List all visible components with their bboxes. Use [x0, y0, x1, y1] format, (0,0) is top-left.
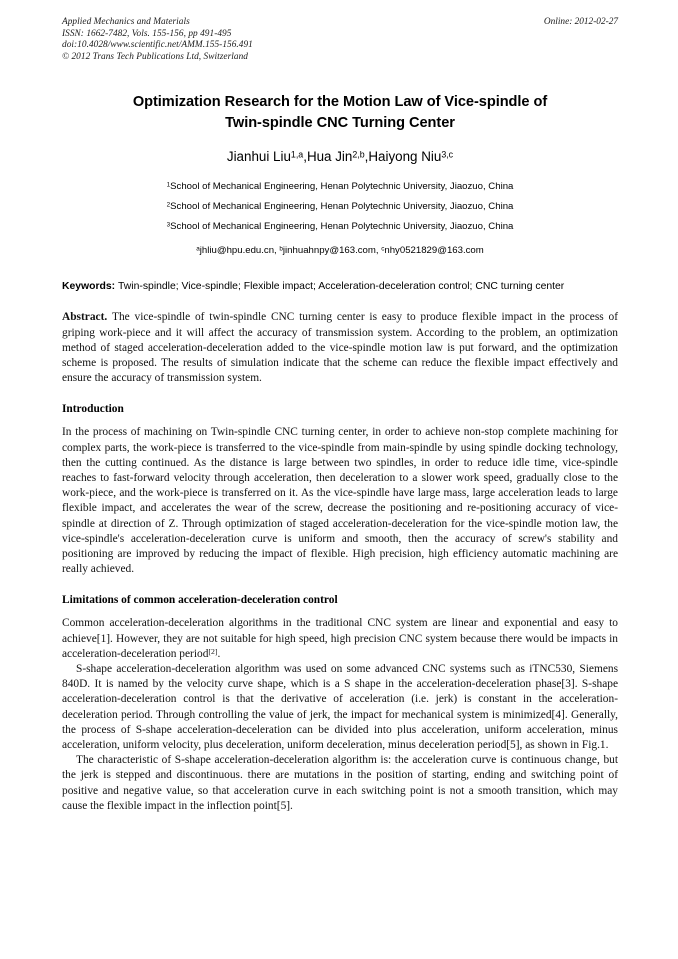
author-1-superscript: 1,a — [290, 149, 304, 160]
page-content-column — [62, 0, 618, 814]
author-separator-2: , — [364, 149, 369, 164]
email-c-marker: c — [381, 245, 385, 253]
abstract-text: The vice-spindle of twin-spindle CNC turning center is easy to produce flexible impact in the process of griping work-piece and it will affect the accuracy of transmission system. According to the problem, an optimization method of staged acceleration-deceleration added to the vice-spindle motion law is put forward, and the optimization scheme is proposed. The results of simulation indicate that the scheme can reduce the flexible impact effectively and ensure the accuracy of transmission system. — [62, 311, 618, 385]
abstract-block — [62, 310, 618, 386]
email-b-marker: b — [279, 245, 283, 253]
limitations-paragraph-1-tail: . — [217, 647, 221, 660]
affiliation-3 — [62, 217, 618, 237]
email-c[interactable]: nhy0521829@163.com — [384, 245, 484, 256]
affiliation-1-text: School of Mechanical Engineering, Henan Polytechnic University, Jiaozuo, China — [170, 181, 514, 192]
limitations-paragraph-1-main: Common acceleration-deceleration algorithms in the traditional CNC system are linear and exponential and easy to achieve[1]. However, they are not suitable for high speed, high precision CNC system because there would be impacts in acceleration-deceleration period — [62, 617, 618, 660]
author-2-superscript: 2,b — [352, 149, 365, 160]
author-1-name: Jianhui Liu — [226, 149, 291, 164]
author-3-name: Haiyong Niu — [368, 149, 442, 164]
affiliation-1-marker: 1 — [166, 181, 171, 189]
journal-copyright: © 2012 Trans Tech Publications Ltd, Switzerland — [62, 51, 248, 62]
abstract-label: Abstract. — [62, 311, 108, 324]
citation-ref-2: [2] — [208, 646, 218, 656]
affiliation-2 — [62, 197, 618, 217]
journal-header — [62, 0, 618, 73]
author-separator-1: , — [303, 149, 307, 164]
limitations-paragraph-1 — [62, 616, 618, 662]
keywords-label: Keywords: — [62, 281, 116, 292]
title-line-2: Twin-spindle CNC Turning Center — [225, 114, 455, 131]
affiliation-1 — [62, 177, 618, 197]
author-3-superscript: 3,c — [441, 149, 454, 160]
page-title — [62, 92, 618, 133]
journal-issn-volume: ISSN: 1662-7482, Vols. 155-156, pp 491-495 — [62, 28, 232, 39]
journal-doi: doi:10.4028/www.scientific.net/AMM.155-156.491 — [62, 40, 253, 51]
online-publication-date: Online: 2012-02-27 — [543, 17, 618, 27]
email-a[interactable]: jhliu@hpu.edu.cn, — [199, 245, 277, 256]
limitations-paragraph-2: S-shape acceleration-deceleration algorithm was used on some advanced CNC systems such as iTNC530, Siemens 840D. It is named by the velocity curve shape, which is a S shape in the acceleration-deceleration phase[3]. S-shape acceleration-deceleration control is that the derivative of acceleration (i.e. jerk) is constant in the acceleration-deceleration period. Through controlling the value of jerk, the impact for mechanical system is minimized[4]. Generally, the process of S-shape acceleration-deceleration can be divided into plus acceleration, uniform acceleration, minus acceleration, uniform velocity, plus deceleration, uniform deceleration, minus deceleration period[5], as shown in Fig.1. — [62, 663, 618, 752]
author-2-name: Hua Jin — [306, 149, 353, 164]
author-list — [62, 148, 618, 166]
introduction-paragraph-1: In the process of machining on Twin-spindle CNC turning center, in order to achieve non-stop complete machining for complex parts, the work-piece is transferred to the vice-spindle from main-spindle by using spindle docking technology, then the cutting continued. As the distance is large between two spindles, in order to reduce idle time, vice-spindle reaches to fast-forward velocity through acceleration, then deceleration to a slower work speed, gradually close to the work-piece, and the work-piece is transferred on it. As the vice-spindle have large mass, large acceleration leads to large flexible impact, and accelerates the wear of the screw, decrease the positioning and re-positioning accuracy of vice-spindle at direction of Z. Through optimization of staged acceleration-deceleration for the vice-spindle motion law, the vice-spindle's acceleration-deceleration curve is uniform and smooth, then the accuracy of screw's stability and positioning are improved by reducing the impact of flexible. High precision, high efficiency automatic machining are really achieved. — [62, 426, 618, 576]
affiliation-2-marker: 2 — [166, 201, 171, 209]
journal-metadata-block — [62, 17, 618, 63]
email-b[interactable]: jinhuahnpy@163.com, — [282, 245, 379, 256]
section-heading-limitations: Limitations of common acceleration-deceleration control — [62, 594, 338, 607]
affiliation-2-text: School of Mechanical Engineering, Henan Polytechnic University, Jiaozuo, China — [170, 201, 514, 212]
keywords-block — [62, 280, 618, 294]
limitations-paragraph-3: The characteristic of S-shape acceleration-deceleration algorithm is: the acceleration curve is continuous change, but the jerk is stepped and discontinuous. there are mutations in the position of starting, ending and switching point of positive and negative value, so that acceleration curve in each switching point is not a smooth transition, which may cause the flexible impact in the inflection point[5]. — [62, 754, 618, 812]
journal-name: Applied Mechanics and Materials — [62, 17, 190, 27]
email-a-marker: a — [196, 245, 200, 253]
section-heading-introduction: Introduction — [62, 403, 124, 416]
author-emails — [62, 244, 618, 258]
title-line-1: Optimization Research for the Motion Law of Vice-spindle of — [132, 94, 548, 110]
affiliation-3-marker: 3 — [166, 221, 171, 229]
affiliation-3-text: School of Mechanical Engineering, Henan Polytechnic University, Jiaozuo, China — [170, 221, 514, 232]
keywords-text: Twin-spindle; Vice-spindle; Flexible impact; Acceleration-deceleration control; CNC turning center — [118, 281, 565, 292]
affiliation-list — [62, 177, 618, 237]
